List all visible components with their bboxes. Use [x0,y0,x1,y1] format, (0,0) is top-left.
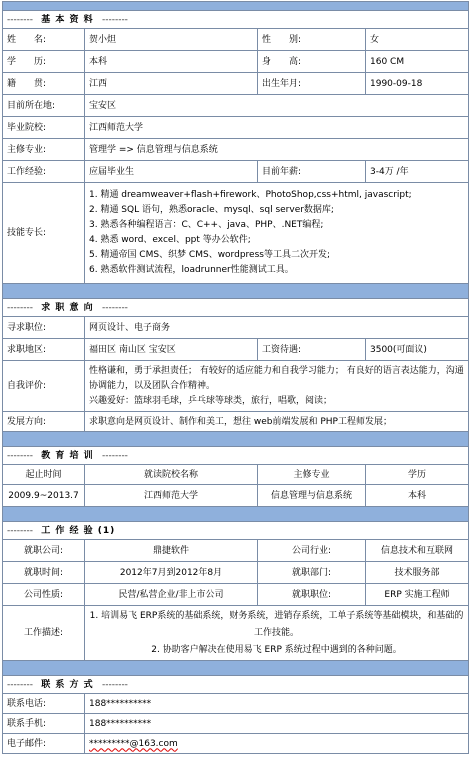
edu-degree: 本科 [366,485,469,507]
intent-blue-bar [3,284,469,299]
name-value: 贺小炟 [85,29,258,51]
salary-value: 3-4万 /年 [366,161,469,183]
skills-list [85,183,469,284]
skill-item: 1. 精通 dreamweaver+flash+firework、PhotoShop,css+html, javascript; [89,190,412,200]
contact-blue-bar [3,661,469,676]
gender-label: 性 别: [258,29,366,51]
edu-col-period: 起止时间 [3,465,85,485]
company-value: 鼎捷软件 [85,540,258,562]
origin-value: 江西 [85,73,258,95]
skill-item: 2. 精通 SQL 语句，熟悉oracle、mysql、sql server数据库; [89,205,334,215]
top-blue-bar [3,2,469,11]
intent-section-header: -------- 求 职 意 向 -------- [3,299,469,317]
work-section-title: 工 作 经 验 (1) [41,525,116,536]
work-desc-item: 2. 协助客户解决在使用易飞 ERP 系统过程中遇到的各种问题。 [151,644,402,655]
contact-section-title: 联 系 方 式 [41,679,94,690]
self-label: 自我评价: [3,361,85,412]
major-value: 管理学 => 信息管理与信息系统 [85,139,469,161]
basic-section-title: 基 本 资 料 [41,14,94,25]
work-section-header: -------- 工 作 经 验 (1) [3,522,469,540]
origin-label: 籍 贯: [3,73,85,95]
contact-section-header: -------- 联 系 方 式 -------- [3,676,469,694]
edu-col-major: 主修专业 [258,465,366,485]
edu-value: 本科 [85,51,258,73]
skills-label: 技能专长: [3,183,85,284]
direction-value: 求职意向是网页设计、制作和美工，想往 web前端发展和 PHP工程师发展； [85,412,469,432]
skill-item: 3. 熟悉各种编程语言：C、C++、java、PHP、.NET编程; [89,220,324,230]
school-value: 江西师范大学 [85,117,469,139]
edu-blue-bar [3,432,469,447]
height-value: 160 CM [366,51,469,73]
job-label: 就职职位: [258,584,366,606]
email-value[interactable] [85,734,469,754]
company-label: 就职公司: [3,540,85,562]
education-section-title: 教 育 培 训 [41,450,94,461]
birth-value: 1990-09-18 [366,73,469,95]
email-label: 电子邮件: [3,734,85,754]
work-blue-bar [3,507,469,522]
birth-label: 出生年月: [258,73,366,95]
salary-label: 目前年薪: [258,161,366,183]
job-value: ERP 实施工程师 [366,584,469,606]
edu-label: 学 历: [3,51,85,73]
education-section-header: -------- 教 育 培 训 -------- [3,447,469,465]
work-time-value: 2012年7月到2012年8月 [85,562,258,584]
industry-label: 公司行业: [258,540,366,562]
self-value [85,361,469,412]
work-desc-value [85,606,469,661]
mobile-value: 188********** [85,714,469,734]
exp-label: 工作经验: [3,161,85,183]
height-label: 身 高: [258,51,366,73]
location-label: 目前所在地: [3,95,85,117]
mobile-label: 联系手机: [3,714,85,734]
dept-label: 就职部门: [258,562,366,584]
intent-section-title: 求 职 意 向 [41,302,94,313]
position-label: 寻求职位: [3,317,85,339]
direction-label: 发展方向: [3,412,85,432]
area-value: 福田区 南山区 宝安区 [85,339,258,361]
work-desc-item: 1. 培训易飞 ERP系统的基础系统，财务系统，进销存系统，工单子系统等基础模块，和基础的工作技能。 [89,610,464,638]
pay-value: 3500(可面议) [366,339,469,361]
dept-value: 技术服务部 [366,562,469,584]
edu-col-degree: 学历 [366,465,469,485]
email-link[interactable]: *********@163.com [89,738,178,749]
position-value: 网页设计、电子商务 [85,317,469,339]
major-label: 主修专业: [3,139,85,161]
self-eval-text: 性格谦和，勇于承担责任； 有较好的适应能力和自我学习能力； 有良好的语言表达能力，沟通协调能力，以及团队合作精神。 [89,365,464,391]
skill-item: 6. 熟悉软件测试流程，loadrunner性能测试工具。 [89,265,294,275]
edu-school: 江西师范大学 [85,485,258,507]
nature-label: 公司性质: [3,584,85,606]
edu-period: 2009.9~2013.7 [3,485,85,507]
skill-item: 5. 精通帝国 CMS、织梦 CMS、wordpress等工具二次开发; [89,250,330,260]
pay-label: 工资待遇: [258,339,366,361]
work-desc-label: 工作描述: [3,606,85,661]
nature-value: 民营/私营企业/非上市公司 [85,584,258,606]
name-label: 姓 名: [3,29,85,51]
exp-value: 应届毕业生 [85,161,258,183]
basic-section-header: -------- 基 本 资 料 -------- [3,11,469,29]
industry-value: 信息技术和互联网 [366,540,469,562]
work-time-label: 就职时间: [3,562,85,584]
location-value: 宝安区 [85,95,469,117]
skill-item: 4. 熟悉 word、excel、ppt 等办公软件; [89,235,251,245]
edu-col-school: 就读院校名称 [85,465,258,485]
phone-label: 联系电话: [3,694,85,714]
hobbies-text: 兴趣爱好：篮球羽毛球，乒乓球等球类，旅行，唱歌，阅读； [89,395,333,406]
area-label: 求职地区: [3,339,85,361]
gender-value: 女 [366,29,469,51]
edu-major: 信息管理与信息系统 [258,485,366,507]
phone-value: 188********** [85,694,469,714]
school-label: 毕业院校: [3,117,85,139]
